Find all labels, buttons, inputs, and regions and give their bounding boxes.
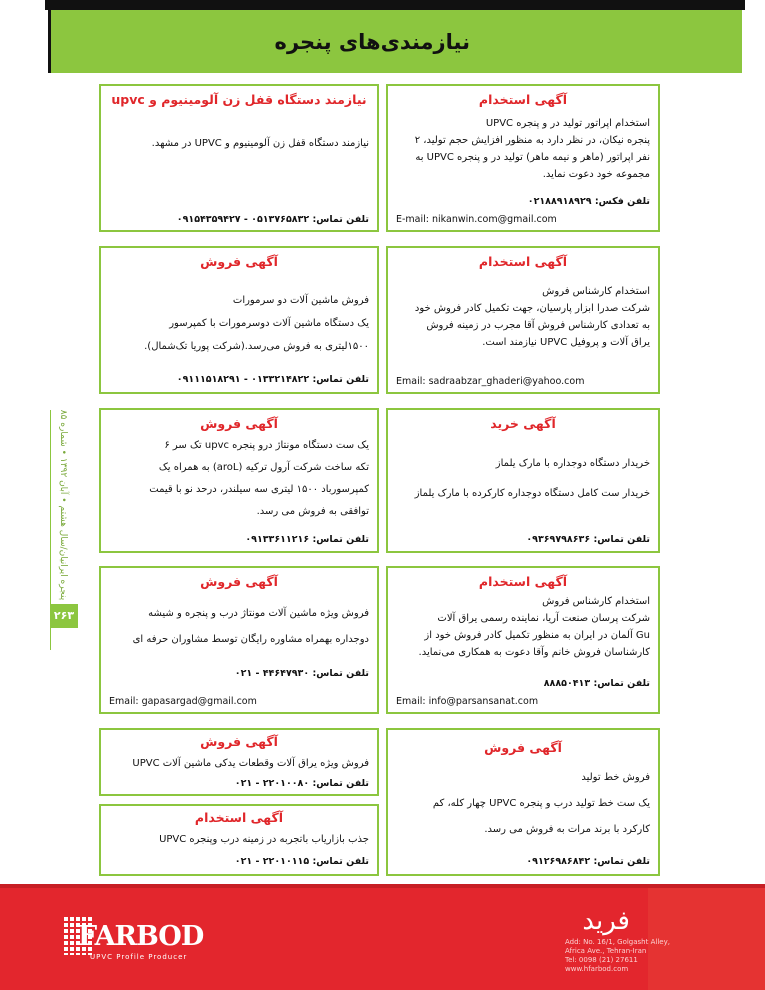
ad-card-assembly-machine	[99, 408, 379, 553]
ad-body	[388, 765, 658, 843]
ad-email: Email: sadraabzar_ghaderi@yahoo.com	[396, 376, 585, 387]
ad-title: آگهی فروش	[200, 254, 278, 269]
ad-body	[388, 593, 658, 661]
ad-line: فروش ویژه یراق آلات وقطعات یدکی ماشین آلات UPVC	[132, 758, 369, 769]
ad-title: آگهی فروش	[484, 740, 562, 755]
ad-line: کمپرسورباد ۱۵۰۰ لیتری سه سیلندر، درحد نو با قیمت	[149, 484, 369, 495]
ad-body	[388, 449, 658, 509]
ad-body	[101, 831, 377, 848]
ad-line: کارکرد با برند مرات به فروش می رسد.	[484, 824, 650, 835]
ad-body	[388, 283, 658, 351]
address-line: Add: No. 16/1, Golgasht Alley,	[565, 938, 670, 946]
ad-card-two-head-machine	[99, 246, 379, 394]
ad-line: خریدار ست کامل دستگاه دوجداره کارکرده با مارک یلماز	[414, 488, 650, 499]
ad-line: استخدام کارشناس فروش	[542, 286, 650, 297]
ad-line: خریدار دستگاه دوجداره با مارک یلماز	[495, 458, 650, 469]
ad-line: مجموعه خود دعوت نماید.	[542, 169, 650, 180]
page-number: ۲۶۳	[50, 604, 78, 628]
ad-phone: تلفن تماس: ۸۸۸۵۰۴۱۳	[543, 678, 650, 689]
journal-info	[52, 410, 74, 600]
ad-title: آگهی فروش	[200, 734, 278, 749]
ad-line: یک دستگاه ماشین آلات دوسرمورات با کمپرسور	[169, 318, 369, 329]
ad-line: دوجداره بهمراه مشاوره رایگان توسط مشاوران حرفه ای	[132, 634, 369, 645]
ad-email: Email: gapasargad@gmail.com	[109, 696, 257, 707]
ad-title: آگهی استخدام	[478, 92, 568, 107]
ad-line: توافقی به فروش می رسد.	[256, 506, 369, 517]
ad-email: E-mail: nikanwin.com@gmail.com	[396, 214, 557, 225]
ad-card-yilmaz	[386, 408, 660, 553]
ad-card-spare-parts	[99, 728, 379, 796]
ad-body	[101, 755, 377, 772]
ad-line: یک ست دستگاه مونتاژ درو پنجره upvc تک سر ۶	[164, 440, 369, 451]
ad-card-double-glazing	[99, 566, 379, 714]
address-line: Tel: 0098 (21) 27611	[565, 956, 638, 964]
ad-line: Gu آلمان در ایران به منظور تکمیل کادر فروش خود از	[424, 630, 650, 641]
ad-card-sadra	[386, 246, 660, 394]
farbood-logo	[62, 915, 212, 970]
ad-phone: تلفن تماس: ۲۲۰۱۰۰۸۰ - ۰۲۱	[234, 778, 369, 789]
ad-phone: تلفن تماس: ۰۹۱۳۳۶۱۱۲۱۶	[245, 534, 369, 545]
ad-body	[101, 135, 377, 152]
ad-title: آگهی استخدام	[478, 254, 568, 269]
ad-title: آگهی استخدام	[478, 574, 568, 589]
ad-title: آگهی فروش	[200, 416, 278, 431]
ad-line: به تعدادی کارشناس فروش آقا مجرب در زمینه فروش	[426, 320, 650, 331]
ad-line: یک ست خط تولید درب و پنجره UPVC چهار کله، کم	[432, 798, 650, 809]
ad-body	[101, 289, 377, 358]
ad-body	[101, 435, 377, 523]
ad-line: یراق آلات و پروفیل UPVC نیازمند است.	[482, 337, 650, 348]
ad-title: آگهی استخدام	[194, 810, 284, 825]
farbood-wordmark: FARBOD	[78, 921, 204, 952]
ad-phone: تلفن تماس: ۲۲۰۱۰۱۱۵ - ۰۲۱	[234, 856, 369, 867]
top-bar	[45, 0, 745, 10]
ad-body	[388, 115, 658, 183]
ad-line: ۱۵۰۰لیتری به فروش می‌رسد.(شرکت پوریا تک‌شمال).	[144, 341, 369, 352]
page-title: نیازمندی‌های پنجره	[274, 30, 470, 54]
ad-line: نیازمند دستگاه قفل زن آلومینیوم و UPVC در مشهد.	[151, 138, 369, 149]
ad-title: آگهی فروش	[200, 574, 278, 589]
ad-title: نیازمند دستگاه قفل زن آلومینیوم و upvc	[111, 92, 367, 107]
ad-phone: تلفن تماس: ۴۴۶۴۷۹۳۰ - ۰۲۱	[234, 668, 369, 679]
ad-card-production-line	[386, 728, 660, 876]
ad-card-nikan	[386, 84, 660, 232]
ad-line: جذب بازاریاب باتجربه در زمینه درب وپنجره UPVC	[159, 834, 369, 845]
address-line: www.hfarbod.com	[565, 965, 629, 973]
ad-line: فروش خط تولید	[581, 772, 650, 783]
ad-line: استخدام اپراتور تولید در و پنجره UPVC	[485, 118, 650, 129]
footer-address	[565, 938, 705, 974]
ad-line: تکه ساخت شرکت آرول ترکیه (aroL) به همراه یک	[158, 462, 369, 473]
ad-card-lock-machine	[99, 84, 379, 232]
page-header	[48, 10, 742, 73]
ad-title: آگهی خرید	[490, 416, 556, 431]
ad-line: شرکت پرسان صنعت آریا، نماینده رسمی یراق آلات	[437, 613, 650, 624]
ad-line: شرکت صدرا ابزار پارسیان، جهت تکمیل کادر فروش خود	[414, 303, 650, 314]
ad-phone: تلفن تماس: ۰۹۱۲۶۹۸۶۸۴۲	[526, 856, 650, 867]
ad-line: کارشناسان فروش خانم وآقا دعوت به همکاری می‌نماید.	[418, 647, 650, 658]
ad-phone: تلفن تماس: ۰۹۳۶۹۷۹۸۶۳۶	[526, 534, 650, 545]
ad-body	[101, 601, 377, 653]
ad-line: فروش ماشین آلات دو سرمورات	[232, 295, 369, 306]
journal-line: پنجره ایرانیان/سال هشتم • آبان ۱۳۹۲ • شماره ۸۵	[58, 409, 68, 601]
address-line: Africa Ave., Tehran-Iran	[565, 947, 647, 955]
ad-phone: تلفن تماس: ۰۱۳۳۲۱۴۸۲۲ - ۰۹۱۱۱۵۱۸۲۹۱	[176, 374, 369, 385]
ad-email: Email: info@parsansanat.com	[396, 696, 539, 707]
ad-phone: تلفن فکس: ۰۲۱۸۸۹۱۸۹۲۹	[527, 196, 650, 207]
ad-line: پنجره نیکان، در نظر دارد به منظور افزایش حجم تولید، ۲	[414, 135, 650, 146]
farid-wordmark: فرید	[582, 906, 630, 936]
ad-line: نفر اپراتور (ماهر و نیمه ماهر) تولید در و پنجره UPVC به	[415, 152, 650, 163]
ad-card-marketer	[99, 804, 379, 876]
ad-card-parsan	[386, 566, 660, 714]
ad-line: فروش ویژه ماشین آلات مونتاژ درب و پنجره و شیشه	[148, 608, 369, 619]
ad-line: استخدام کارشناس فروش	[542, 596, 650, 607]
farbood-tagline: UPVC Profile Producer	[90, 953, 188, 961]
ad-phone: تلفن تماس: ۰۵۱۳۷۶۵۸۳۲ - ۰۹۱۵۴۳۵۹۴۲۷	[176, 214, 369, 225]
